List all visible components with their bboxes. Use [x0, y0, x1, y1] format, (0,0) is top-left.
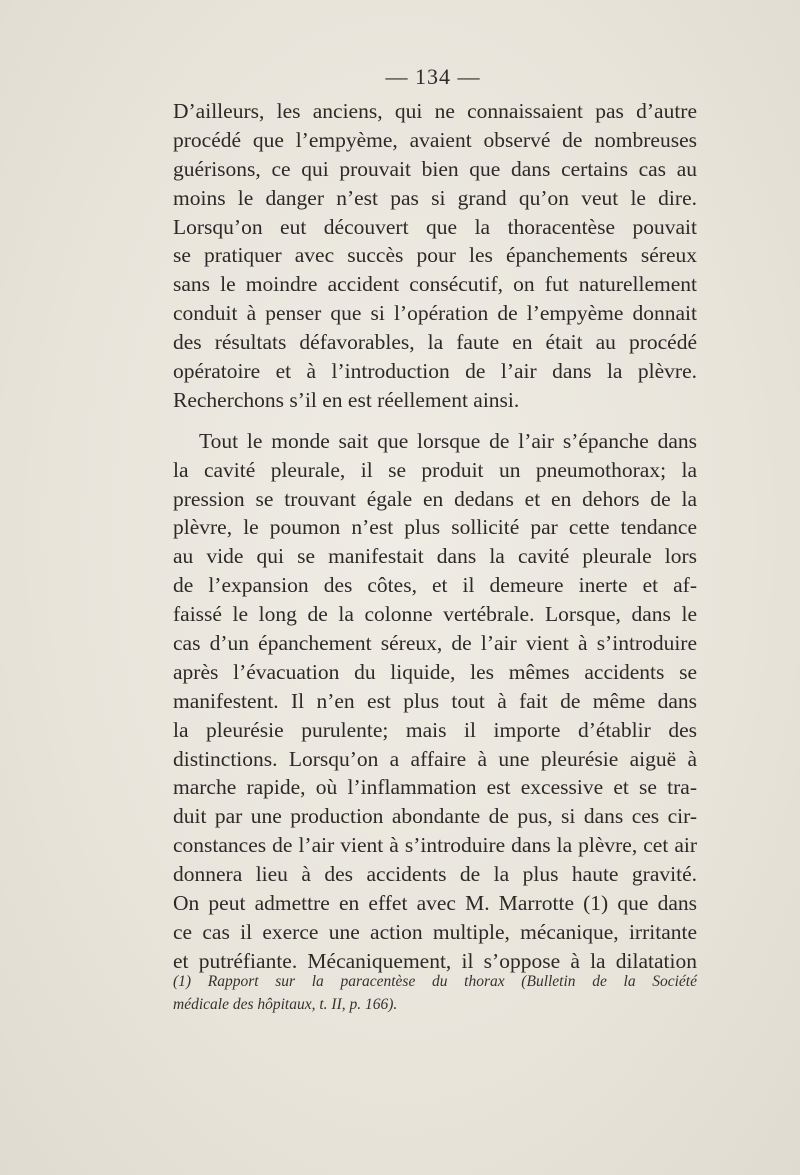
text-line: la pleurésie purulente; mais il importe d’établir des — [173, 717, 697, 742]
footnote — [173, 970, 697, 1016]
page-number-text: — 134 — — [385, 64, 481, 89]
text-line: ce cas il exerce une action multiple, mécanique, irritante — [173, 919, 697, 944]
text-line: pression se trouvant égale en dedans et en dehors de la — [173, 486, 697, 511]
text-line: Lorsqu’on eut découvert que la thoracentèse pouvait — [173, 214, 697, 239]
text-line: opératoire et à l’introduction de l’air dans la plèvre. — [173, 359, 697, 384]
text-line: et putréfiante. Mécaniquement, il s’oppose à la dilatation — [173, 948, 697, 973]
paragraph-spacer — [173, 415, 697, 427]
text-line: des résultats défavorables, la faute en était au procédé — [173, 330, 697, 355]
text-line: procédé que l’empyème, avaient observé de nombreuses — [173, 127, 697, 152]
text-line: faissé le long de la colonne vertébrale. Lorsque, dans le — [173, 602, 697, 627]
page-number — [0, 64, 800, 90]
text-line: se pratiquer avec succès pour les épanchements séreux — [173, 243, 697, 268]
text-line: conduit à penser que si l’opération de l’empyème donnait — [173, 301, 697, 326]
footnote-line: (1) Rapport sur la paracentèse du thorax (Bulletin de la Société — [173, 973, 697, 990]
footnote-line: médicale des hôpitaux, t. II, p. 166). — [173, 996, 398, 1013]
text-line: Tout le monde sait que lorsque de l’air s’épanche dans — [199, 428, 697, 453]
text-line: guérisons, ce qui prouvait bien que dans certains cas au — [173, 156, 697, 181]
text-line: On peut admettre en effet avec M. Marrotte (1) que dans — [173, 891, 697, 916]
text-line: distinctions. Lorsqu’on a affaire à une pleurésie aiguë à — [173, 746, 697, 771]
text-line: constances de l’air vient à s’introduire dans la plèvre, cet air — [173, 833, 697, 858]
text-line: de l’expansion des côtes, et il demeure inerte et af- — [173, 573, 697, 598]
text-line: marche rapide, où l’inflammation est excessive et se tra- — [173, 775, 697, 800]
text-line: Recherchons s’il en est réellement ainsi. — [173, 387, 520, 412]
paragraph-2 — [173, 427, 697, 976]
text-line: cas d’un épanchement séreux, de l’air vient à s’introduire — [173, 631, 697, 656]
paragraph-1 — [173, 97, 697, 415]
text-line: sans le moindre accident consécutif, on fut naturellement — [173, 272, 697, 297]
text-line: la cavité pleurale, il se produit un pneumothorax; la — [173, 457, 697, 482]
text-line: moins le danger n’est pas si grand qu’on veut le dire. — [173, 185, 697, 210]
text-line: au vide qui se manifestait dans la cavité pleurale lors — [173, 544, 697, 569]
text-line: D’ailleurs, les anciens, qui ne connaissaient pas d’autre — [173, 99, 697, 123]
text-line: après l’évacuation du liquide, les mêmes accidents se — [173, 659, 697, 684]
main-text — [173, 97, 697, 976]
text-line: duit par une production abondante de pus, si dans ces cir- — [173, 804, 697, 829]
text-line: plèvre, le poumon n’est plus sollicité par cette tendance — [173, 515, 697, 540]
text-line: manifestent. Il n’en est plus tout à fait de même dans — [173, 688, 697, 713]
text-line: donnera lieu à des accidents de la plus haute gravité. — [173, 862, 697, 887]
